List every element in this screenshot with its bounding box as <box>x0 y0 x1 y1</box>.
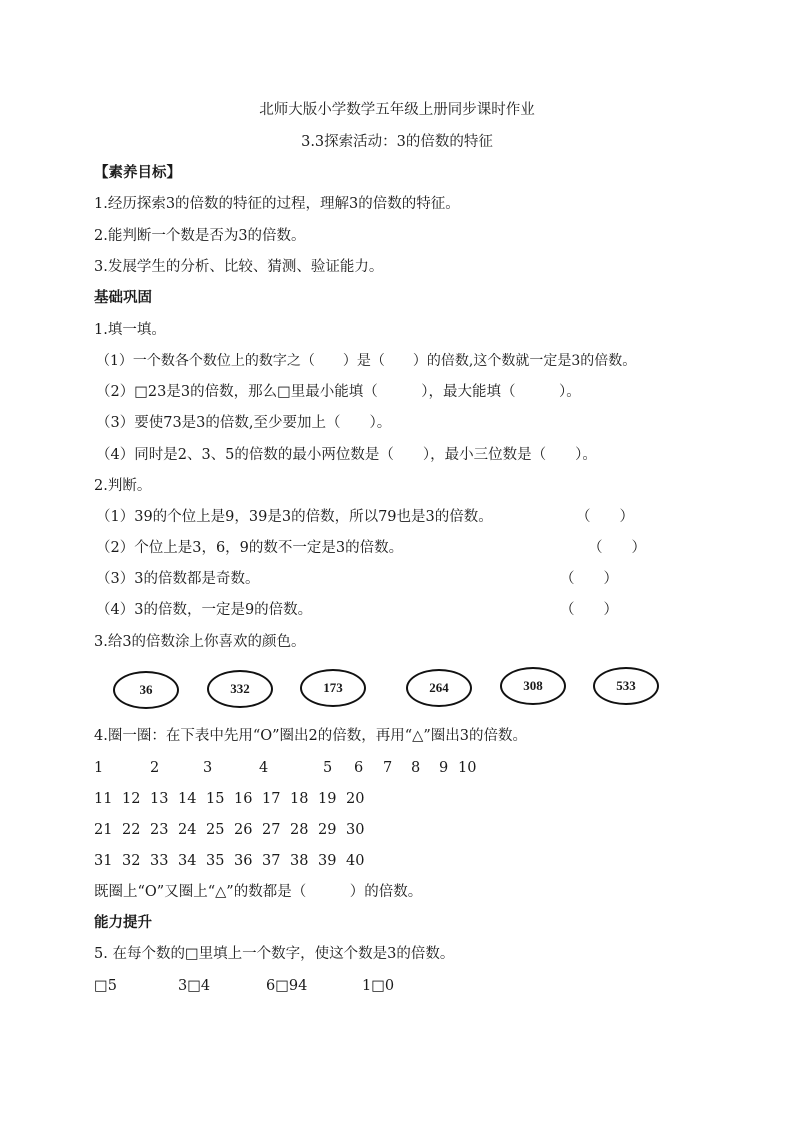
q5-title: 5. 在每个数的□里填上一个数字，使这个数是3的倍数。 <box>94 946 455 962</box>
q5-item[interactable]: 6□94 <box>266 978 308 994</box>
q1-item: （1）一个数各个数位上的数字之（ ）是（ ）的倍数,这个数就一定是3的倍数。 <box>96 353 637 369</box>
number-oval[interactable]: 173 <box>300 669 366 707</box>
q4-footer: 既圈上“O”又圈上“△”的数都是（ ）的倍数。 <box>94 884 423 900</box>
table-cell[interactable]: 40 <box>346 853 365 869</box>
table-cell[interactable]: 23 <box>150 822 169 838</box>
table-cell[interactable]: 32 <box>122 853 141 869</box>
table-cell[interactable]: 26 <box>234 822 253 838</box>
q2-item: （4）3的倍数，一定是9的倍数。 <box>96 602 313 618</box>
q2-item: （3）3的倍数都是奇数。 <box>96 571 260 587</box>
table-cell[interactable]: 25 <box>206 822 225 838</box>
q1-item: （2）□23是3的倍数，那么□里最小能填（ ），最大能填（ ）。 <box>96 384 581 400</box>
number-oval[interactable]: 264 <box>406 669 472 707</box>
table-cell[interactable]: 21 <box>94 822 113 838</box>
table-cell[interactable]: 1 <box>94 760 104 776</box>
q2-item: （2）个位上是3，6，9的数不一定是3的倍数。 <box>96 540 404 556</box>
table-cell[interactable]: 15 <box>206 791 225 807</box>
page-subtitle: 3.3探索活动：3的倍数的特征 <box>301 134 493 150</box>
q2-item: （1）39的个位上是9，39是3的倍数，所以79也是3的倍数。 <box>96 509 493 525</box>
table-cell[interactable]: 5 <box>323 760 333 776</box>
q5-item[interactable]: 3□4 <box>178 978 211 994</box>
goal-item: 2.能判断一个数是否为3的倍数。 <box>94 228 306 244</box>
table-cell[interactable]: 14 <box>178 791 197 807</box>
table-cell[interactable]: 27 <box>262 822 281 838</box>
goal-item: 3.发展学生的分析、比较、猜测、验证能力。 <box>94 259 384 275</box>
table-cell[interactable]: 18 <box>290 791 309 807</box>
table-cell[interactable]: 28 <box>290 822 309 838</box>
table-cell[interactable]: 19 <box>318 791 337 807</box>
table-cell[interactable]: 12 <box>122 791 141 807</box>
table-cell[interactable]: 9 <box>439 760 449 776</box>
table-cell[interactable]: 11 <box>94 791 113 807</box>
q2-title: 2.判断。 <box>94 478 152 494</box>
table-cell[interactable]: 30 <box>346 822 365 838</box>
answer-box[interactable]: （ ） <box>576 509 634 525</box>
table-cell[interactable]: 3 <box>203 760 213 776</box>
table-cell[interactable]: 22 <box>122 822 141 838</box>
page-title: 北师大版小学数学五年级上册同步课时作业 <box>259 102 535 118</box>
table-cell[interactable]: 16 <box>234 791 253 807</box>
number-oval[interactable]: 36 <box>113 671 179 709</box>
q4-title: 4.圈一圈：在下表中先用“O”圈出2的倍数，再用“△”圈出3的倍数。 <box>94 728 527 744</box>
table-cell[interactable]: 6 <box>354 760 364 776</box>
table-cell[interactable]: 34 <box>178 853 197 869</box>
number-oval[interactable]: 332 <box>207 670 273 708</box>
table-cell[interactable]: 37 <box>262 853 281 869</box>
advanced-heading: 能力提升 <box>94 915 152 931</box>
table-cell[interactable]: 4 <box>259 760 269 776</box>
q1-item: （4）同时是2、3、5的倍数的最小两位数是（ ），最小三位数是（ ）。 <box>96 447 597 463</box>
answer-box[interactable]: （ ） <box>560 571 618 587</box>
table-cell[interactable]: 17 <box>262 791 281 807</box>
goal-item: 1.经历探索3的倍数的特征的过程，理解3的倍数的特征。 <box>94 196 460 212</box>
q5-item[interactable]: □5 <box>94 978 117 994</box>
goals-heading: 【素养目标】 <box>94 165 181 181</box>
table-cell[interactable]: 8 <box>411 760 421 776</box>
table-cell[interactable]: 29 <box>318 822 337 838</box>
q5-item[interactable]: 1□0 <box>362 978 395 994</box>
number-oval[interactable]: 533 <box>593 667 659 705</box>
table-cell[interactable]: 2 <box>150 760 160 776</box>
table-cell[interactable]: 39 <box>318 853 337 869</box>
basic-heading: 基础巩固 <box>94 290 152 306</box>
table-cell[interactable]: 33 <box>150 853 169 869</box>
table-cell[interactable]: 35 <box>206 853 225 869</box>
table-cell[interactable]: 24 <box>178 822 197 838</box>
table-cell[interactable]: 20 <box>346 791 365 807</box>
answer-box[interactable]: （ ） <box>560 602 618 618</box>
table-cell[interactable]: 36 <box>234 853 253 869</box>
answer-box[interactable]: （ ） <box>588 540 646 556</box>
table-cell[interactable]: 7 <box>383 760 393 776</box>
q3-title: 3.给3的倍数涂上你喜欢的颜色。 <box>94 634 306 650</box>
table-cell[interactable]: 38 <box>290 853 309 869</box>
table-cell[interactable]: 13 <box>150 791 169 807</box>
q1-item: （3）要使73是3的倍数,至少要加上（ ）。 <box>96 415 392 431</box>
table-cell[interactable]: 10 <box>458 760 477 776</box>
q1-title: 1.填一填。 <box>94 322 166 338</box>
table-cell[interactable]: 31 <box>94 853 113 869</box>
number-oval[interactable]: 308 <box>500 667 566 705</box>
